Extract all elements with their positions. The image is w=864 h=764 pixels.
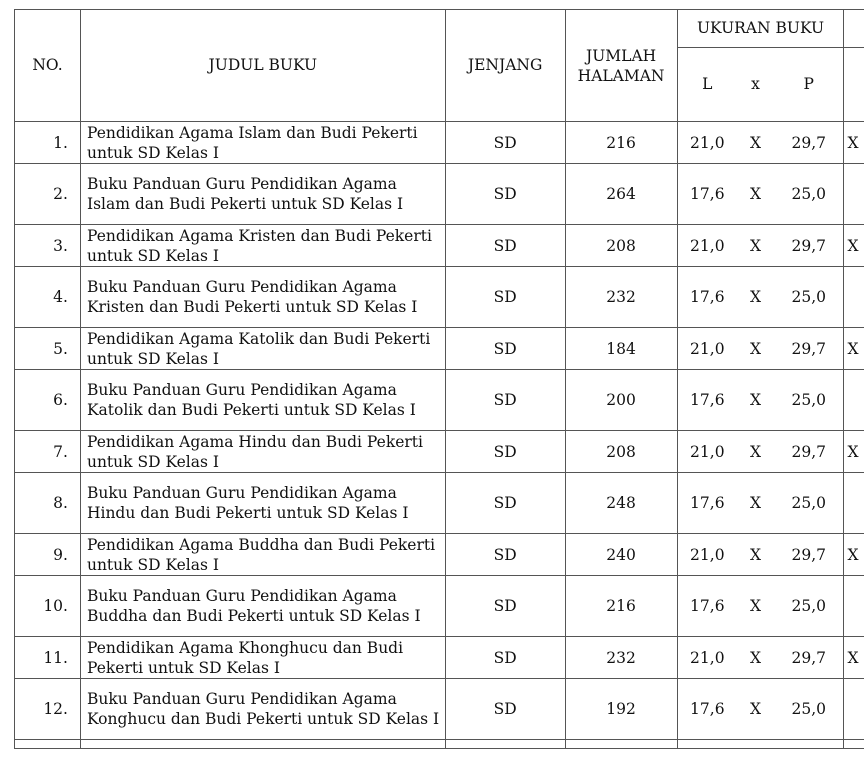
row-times: X (737, 534, 774, 576)
row-width: 21,0 (677, 122, 737, 164)
table-row (15, 637, 864, 679)
header-title: JUDUL BUKU (80, 10, 445, 122)
row-height: 25,0 (774, 679, 844, 740)
row-width: 17,6 (677, 576, 737, 637)
row-cut: X (844, 534, 864, 576)
row-cut (844, 370, 864, 431)
row-pages: 200 (565, 370, 677, 431)
table-row (15, 431, 864, 473)
row-width: 21,0 (677, 328, 737, 370)
header-cut (844, 10, 864, 48)
row-times: X (737, 164, 774, 225)
row-width: 21,0 (677, 534, 737, 576)
row-height: 29,7 (774, 637, 844, 679)
row-pages: 192 (565, 679, 677, 740)
row-height: 29,7 (774, 225, 844, 267)
row-width: 17,6 (677, 164, 737, 225)
row-level: SD (445, 328, 565, 370)
header-height: P (774, 48, 844, 122)
row-level: SD (445, 225, 565, 267)
row-cut: X (844, 328, 864, 370)
row-pages: 216 (565, 576, 677, 637)
row-height: 29,7 (774, 122, 844, 164)
row-title: Pendidikan Agama Kristen dan Budi Pekerti untuk SD Kelas I (80, 225, 445, 267)
row-height: 25,0 (774, 370, 844, 431)
row-no: 10. (15, 576, 81, 637)
row-cut: X (844, 431, 864, 473)
row-no: 3. (15, 225, 81, 267)
row-cut: X (844, 122, 864, 164)
header-width: L (677, 48, 737, 122)
row-pages: 208 (565, 225, 677, 267)
header-cut-2 (844, 48, 864, 122)
row-title: Buku Panduan Guru Pendidikan Agama Konghucu dan Budi Pekerti untuk SD Kelas I (80, 679, 445, 740)
row-level: SD (445, 370, 565, 431)
row-width: 21,0 (677, 431, 737, 473)
table-row (15, 370, 864, 431)
row-times: X (737, 225, 774, 267)
row-title: Pendidikan Agama Islam dan Budi Pekerti untuk SD Kelas I (80, 122, 445, 164)
book-table (14, 9, 864, 749)
row-no: 8. (15, 473, 81, 534)
row-cut (844, 473, 864, 534)
row-width: 21,0 (677, 637, 737, 679)
row-level: SD (445, 164, 565, 225)
row-no: 6. (15, 370, 81, 431)
row-height: 25,0 (774, 576, 844, 637)
table-row (15, 122, 864, 164)
header-level: JENJANG (445, 10, 565, 122)
row-no: 5. (15, 328, 81, 370)
row-title: Pendidikan Agama Hindu dan Budi Pekerti untuk SD Kelas I (80, 431, 445, 473)
header-no: NO. (15, 10, 81, 122)
row-title: Pendidikan Agama Khonghucu dan Budi Pekerti untuk SD Kelas I (80, 637, 445, 679)
row-level: SD (445, 267, 565, 328)
row-level: SD (445, 534, 565, 576)
row-cut: X (844, 225, 864, 267)
row-height: 25,0 (774, 164, 844, 225)
row-times: X (737, 328, 774, 370)
row-no: 2. (15, 164, 81, 225)
row-title: Buku Panduan Guru Pendidikan Agama Buddha dan Budi Pekerti untuk SD Kelas I (80, 576, 445, 637)
row-width: 17,6 (677, 267, 737, 328)
row-width: 17,6 (677, 370, 737, 431)
row-height: 25,0 (774, 267, 844, 328)
row-times: X (737, 679, 774, 740)
row-title: Pendidikan Agama Katolik dan Budi Pekerti untuk SD Kelas I (80, 328, 445, 370)
row-title: Buku Panduan Guru Pendidikan Agama Kristen dan Budi Pekerti untuk SD Kelas I (80, 267, 445, 328)
header-pages: JUMLAH HALAMAN (565, 10, 677, 122)
row-title: Buku Panduan Guru Pendidikan Agama Hindu dan Budi Pekerti untuk SD Kelas I (80, 473, 445, 534)
table-row-partial (15, 740, 864, 749)
header-size-group: UKURAN BUKU (677, 10, 844, 48)
table-row (15, 328, 864, 370)
table-row (15, 225, 864, 267)
table-row (15, 576, 864, 637)
row-pages: 240 (565, 534, 677, 576)
row-level: SD (445, 637, 565, 679)
row-times: X (737, 431, 774, 473)
row-no: 4. (15, 267, 81, 328)
row-width: 21,0 (677, 225, 737, 267)
row-level: SD (445, 473, 565, 534)
row-times: X (737, 267, 774, 328)
row-times: X (737, 370, 774, 431)
table-row (15, 534, 864, 576)
row-height: 29,7 (774, 534, 844, 576)
row-height: 25,0 (774, 473, 844, 534)
row-pages: 232 (565, 267, 677, 328)
row-level: SD (445, 122, 565, 164)
row-width: 17,6 (677, 679, 737, 740)
table-row (15, 473, 864, 534)
row-cut (844, 576, 864, 637)
header-times: x (737, 48, 774, 122)
row-times: X (737, 637, 774, 679)
row-cut: X (844, 637, 864, 679)
row-level: SD (445, 431, 565, 473)
row-pages: 216 (565, 122, 677, 164)
row-height: 29,7 (774, 431, 844, 473)
row-title: Buku Panduan Guru Pendidikan Agama Islam dan Budi Pekerti untuk SD Kelas I (80, 164, 445, 225)
row-times: X (737, 473, 774, 534)
row-cut (844, 679, 864, 740)
row-no: 9. (15, 534, 81, 576)
row-height: 29,7 (774, 328, 844, 370)
row-level: SD (445, 576, 565, 637)
row-no: 12. (15, 679, 81, 740)
table-row (15, 164, 864, 225)
row-cut (844, 164, 864, 225)
row-times: X (737, 122, 774, 164)
row-title: Pendidikan Agama Buddha dan Budi Pekerti untuk SD Kelas I (80, 534, 445, 576)
row-cut (844, 267, 864, 328)
row-title: Buku Panduan Guru Pendidikan Agama Katolik dan Budi Pekerti untuk SD Kelas I (80, 370, 445, 431)
row-times: X (737, 576, 774, 637)
row-no: 7. (15, 431, 81, 473)
row-pages: 232 (565, 637, 677, 679)
row-width: 17,6 (677, 473, 737, 534)
row-pages: 208 (565, 431, 677, 473)
row-level: SD (445, 679, 565, 740)
row-no: 1. (15, 122, 81, 164)
table-row (15, 267, 864, 328)
row-no: 11. (15, 637, 81, 679)
table-row (15, 679, 864, 740)
table-body (15, 122, 864, 749)
row-pages: 184 (565, 328, 677, 370)
row-pages: 248 (565, 473, 677, 534)
row-pages: 264 (565, 164, 677, 225)
